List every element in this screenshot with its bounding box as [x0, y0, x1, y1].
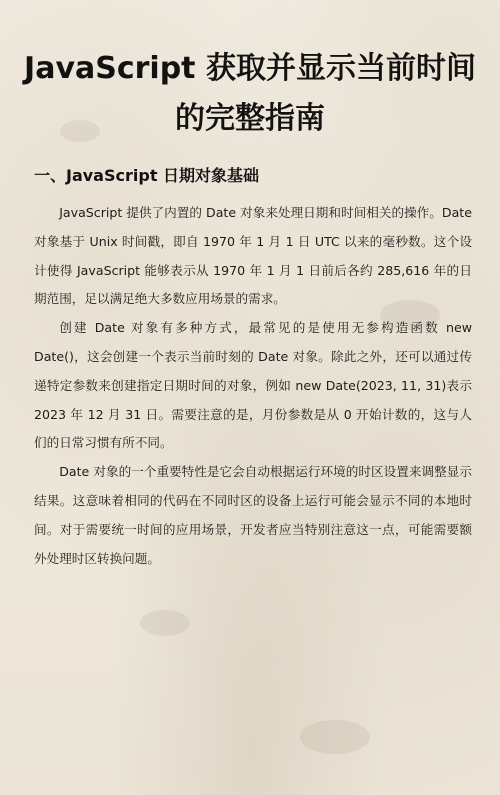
paper-texture [140, 610, 190, 636]
paragraph: 创建 Date 对象有多种方式，最常见的是使用无参构造函数 new Date()，这会创建一个表示当前时刻的 Date 对象。除此之外，还可以通过传递特定参数来创建指定日期时间的对象，例如 new Date(2023, 11, 31)表示 2023 年 12 月 31 日。需要注意的是，月份参数是从 0 开始计数的，这与人们的日常习惯有所不同。 [34, 320, 472, 451]
paper-texture [300, 720, 370, 754]
paragraph: JavaScript 提供了内置的 Date 对象来处理日期和时间相关的操作。Date 对象基于 Unix 时间戳，即自 1970 年 1 月 1 日 UTC 以来的毫秒数。这个设计使得 JavaScript 能够表示从 1970 年 1 月 1 日前后各约 285,616 年的日期范围，足以满足绝大多数应用场景的需求。 [34, 205, 472, 307]
document-title: JavaScript 获取并显示当前时间的完整指南 [24, 51, 476, 136]
section-body [34, 199, 472, 573]
section-heading: 一、JavaScript 日期对象基础 [34, 166, 260, 185]
paragraph: Date 对象的一个重要特性是它会自动根据运行环境的时区设置来调整显示结果。这意味着相同的代码在不同时区的设备上运行可能会显示不同的本地时间。对于需要统一时间的应用场景，开发者应当特别注意这一点，可能需要额外处理时区转换问题。 [34, 464, 472, 566]
